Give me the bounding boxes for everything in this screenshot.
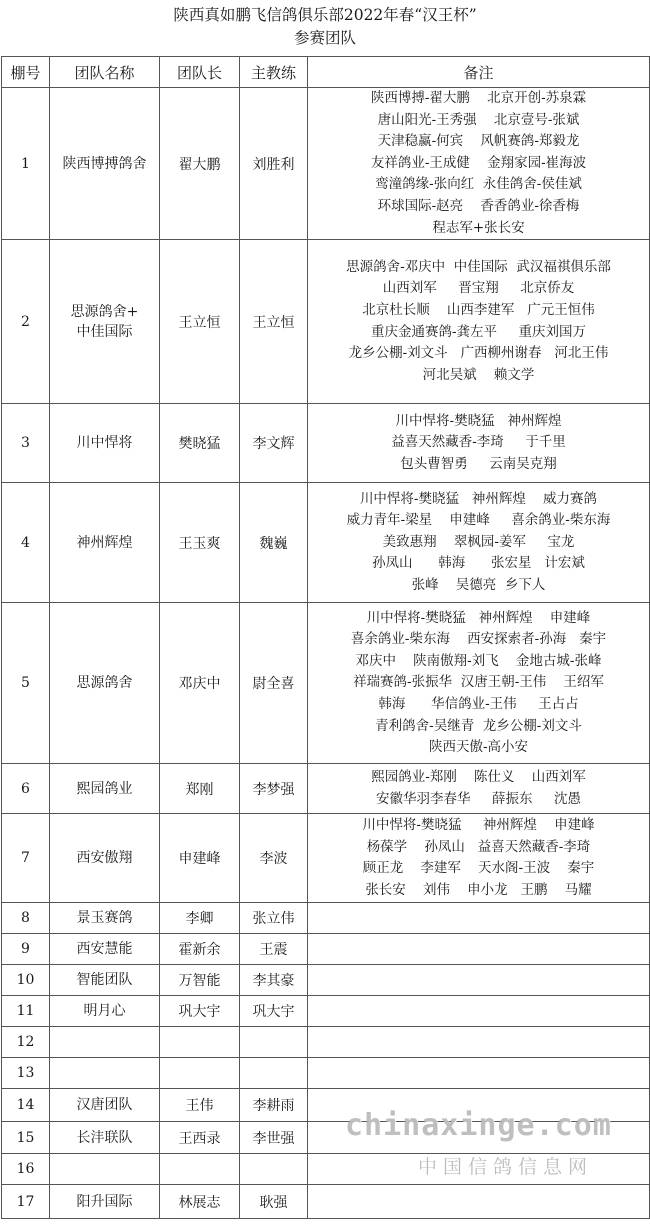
table-row [2,934,650,965]
team-name-line: 智能团队 [76,972,133,989]
shed-number-cell: 1 [2,88,50,240]
remarks-line: 包头曹智勇 云南吴克翔 [400,455,557,472]
remarks-cell [308,1154,650,1185]
remarks-line: 川中悍将-樊晓猛 神州辉煌 [395,412,562,429]
team-name-line: 中佳国际 [76,323,133,340]
team-leader-cell: 巩大宇 [160,996,240,1027]
team-name-line: 神州辉煌 [76,534,133,551]
remarks-line: 熙园鸽业-郑刚 陈仕义 山西刘军 [371,769,586,786]
remarks-cell [308,996,650,1027]
team-leader-cell [160,1027,240,1058]
remarks-line: 川中悍将-樊晓猛 神州辉煌 威力赛鸽 [359,490,598,507]
document-title [0,0,650,56]
head-coach-cell: 耿强 [240,1185,308,1219]
head-coach-cell: 张立伟 [240,903,308,934]
table-row [2,1154,650,1185]
table-row [2,88,650,240]
remarks-cell [308,903,650,934]
remarks-cell [308,1089,650,1122]
title-line-2: 参赛团队 [293,29,356,47]
remarks-cell [308,1027,650,1058]
head-coach-cell: 李其豪 [240,965,308,996]
team-name-line: 长沣联队 [76,1129,133,1146]
shed-number-cell: 8 [2,903,50,934]
team-name-cell [50,965,160,996]
head-coach-cell: 李波 [240,814,308,903]
team-name-line: 景玉赛鸽 [76,910,133,927]
remarks-line: 唐山阳光-王秀强 北京壹号-张斌 [377,111,580,128]
team-name-cell [50,404,160,483]
remarks-cell [308,1185,650,1219]
remarks-line: 张长安 刘伟 申小龙 王鹏 马耀 [365,881,592,898]
head-coach-cell: 李文辉 [240,404,308,483]
team-name-cell [50,934,160,965]
remarks-line: 邓庆中 陕南傲翔-刘飞 金地古城-张峰 [355,652,602,669]
table-row [2,764,650,814]
team-leader-cell: 林展志 [160,1185,240,1219]
team-leader-cell: 樊晓猛 [160,404,240,483]
title-line-1: 陕西真如鹏飞信鸽俱乐部2022年春“汉王杯” [173,6,477,24]
table-row [2,1185,650,1219]
remarks-cell [308,483,650,603]
remarks-cell [308,88,650,240]
remarks-line: 河北吴斌 赖文学 [422,366,535,383]
shed-number-cell: 16 [2,1154,50,1185]
remarks-line: 安徽华羽李春华 薛振东 沈愚 [376,790,581,807]
head-coach-cell: 李梦强 [240,764,308,814]
team-name-cell [50,1058,160,1089]
remarks-line: 川中悍将-樊晓猛 神州辉煌 申建峰 [362,816,595,833]
head-coach-cell: 李耕雨 [240,1089,308,1122]
column-header-coach: 主教练 [240,57,308,88]
remarks-line: 思源鸽舍-邓庆中 中佳国际 武汉福祺俱乐部 [346,258,611,275]
remarks-line: 友祥鸽业-王成健 金翔家园-崔海波 [370,154,587,171]
head-coach-cell: 李世强 [240,1122,308,1154]
remarks-cell [308,934,650,965]
remarks-line: 喜余鸽业-柴东海 西安探索者-孙海 秦宇 [350,631,607,648]
shed-number-cell: 4 [2,483,50,603]
team-name-cell [50,996,160,1027]
head-coach-cell: 魏巍 [240,483,308,603]
remarks-line: 益喜天然藏香-李琦 于千里 [391,434,566,451]
team-name-line: 思源鸽舍 [76,675,133,692]
remarks-cell [308,1058,650,1089]
remarks-line: 青利鸽舍-吴继青 龙乡公棚-刘文斗 [375,717,582,734]
table-row [2,965,650,996]
remarks-line: 川中悍将-樊晓猛 神州辉煌 申建峰 [366,609,591,626]
column-header-leader: 团队长 [160,57,240,88]
team-name-cell [50,1185,160,1219]
remarks-cell [308,1122,650,1154]
table-row [2,996,650,1027]
shed-number-cell: 2 [2,240,50,404]
team-name-cell [50,814,160,903]
team-name-line: 陕西博搏鸽舍 [62,155,147,172]
head-coach-cell [240,1058,308,1089]
shed-number-cell: 10 [2,965,50,996]
remarks-line: 重庆金通赛鸽-龚左平 重庆刘国万 [370,323,587,340]
team-leader-cell: 郑刚 [160,764,240,814]
remarks-cell [308,814,650,903]
shed-number-cell: 13 [2,1058,50,1089]
shed-number-cell: 5 [2,603,50,764]
team-leader-cell: 李卿 [160,903,240,934]
remarks-line: 韩海 华信鸽业-王伟 王占占 [378,695,579,712]
remarks-line: 天津稳赢-何宾 风帆赛鸽-郑毅龙 [377,133,580,150]
team-name-cell [50,240,160,404]
team-name-cell [50,1154,160,1185]
table-row [2,1089,650,1122]
team-name-cell [50,603,160,764]
column-header-no: 棚号 [2,57,50,88]
team-leader-cell: 王西录 [160,1122,240,1154]
team-name-line: 川中悍将 [76,435,133,452]
shed-number-cell: 14 [2,1089,50,1122]
header-row [2,57,650,88]
team-name-cell [50,903,160,934]
remarks-line: 鸾潼鸽缘-张向红 永佳鸽舍-侯佳斌 [375,176,582,193]
table-row [2,404,650,483]
team-name-line: 西安傲翔 [76,850,133,867]
shed-number-cell: 11 [2,996,50,1027]
remarks-cell [308,240,650,404]
watermark-site-name: 中国信鸽信息网 [418,1156,594,1178]
team-leader-cell [160,1058,240,1089]
remarks-line: 祥瑞赛鸽-张振华 汉唐王朝-王伟 王绍军 [353,674,604,691]
team-leader-cell: 邓庆中 [160,603,240,764]
team-name-line: 熙园鸽业 [76,780,133,797]
remarks-cell [308,965,650,996]
team-name-line: 西安慧能 [76,941,133,958]
remarks-line: 环球国际-赵亮 香香鸽业-徐香梅 [377,197,580,214]
remarks-line: 北京杜长顺 山西李建军 广元王恒伟 [362,302,595,319]
column-header-name: 团队名称 [50,57,160,88]
head-coach-cell [240,1027,308,1058]
remarks-cell [308,764,650,814]
team-leader-cell [160,1154,240,1185]
head-coach-cell: 巩大宇 [240,996,308,1027]
remarks-cell [308,404,650,483]
team-leader-cell: 王玉爽 [160,483,240,603]
remarks-cell [308,603,650,764]
team-name-cell [50,88,160,240]
remarks-line: 孙凤山 韩海 张宏星 计宏斌 [372,555,585,572]
shed-number-cell: 3 [2,404,50,483]
remarks-line: 陕西博搏-翟大鹏 北京开创-苏泉霖 [370,90,587,106]
team-name-cell [50,1122,160,1154]
table-row [2,903,650,934]
head-coach-cell: 尉全喜 [240,603,308,764]
remarks-line: 威力青年-梁星 申建峰 喜余鸽业-柴东海 [346,512,611,529]
table-row [2,603,650,764]
remarks-line: 顾正龙 李建军 天水阁-王波 秦宇 [362,860,595,877]
team-name-line: 思源鸽舍+ [70,303,139,320]
remarks-line: 杨葆学 孙凤山 益喜天然藏香-李琦 [366,838,591,855]
team-leader-cell: 申建峰 [160,814,240,903]
table-row [2,814,650,903]
team-leader-cell: 霍新余 [160,934,240,965]
team-name-cell [50,483,160,603]
table-body [2,88,650,1219]
team-leader-cell: 翟大鹏 [160,88,240,240]
team-name-line: 阳升国际 [76,1193,133,1210]
head-coach-cell: 王立恒 [240,240,308,404]
team-name-cell [50,1027,160,1058]
remarks-line: 张峰 吴德亮 乡下人 [411,577,546,594]
team-name-cell [50,764,160,814]
table-row [2,483,650,603]
shed-number-cell: 12 [2,1027,50,1058]
table-row [2,1027,650,1058]
remarks-line: 龙乡公棚-刘文斗 广西柳州谢春 河北王伟 [348,345,609,362]
shed-number-cell: 7 [2,814,50,903]
head-coach-cell [240,1154,308,1185]
team-name-cell [50,1089,160,1122]
table-row [2,1122,650,1154]
remarks-line: 美致惠翔 翠枫园-姜军 宝龙 [382,533,575,550]
head-coach-cell: 王震 [240,934,308,965]
table-row [2,1058,650,1089]
remarks-line: 程志军+张长安 [432,219,525,236]
watermark-url: chinaxinge.com [345,1108,612,1143]
teams-table [1,56,650,1219]
team-leader-cell: 万智能 [160,965,240,996]
shed-number-cell: 15 [2,1122,50,1154]
team-leader-cell: 王伟 [160,1089,240,1122]
shed-number-cell: 9 [2,934,50,965]
team-name-line: 明月心 [83,1003,126,1020]
shed-number-cell: 6 [2,764,50,814]
head-coach-cell: 刘胜利 [240,88,308,240]
team-name-line: 汉唐团队 [76,1097,133,1114]
remarks-line: 陕西天傲-高小安 [428,739,529,756]
remarks-line: 山西刘军 晋宝翔 北京侨友 [382,280,575,297]
team-leader-cell: 王立恒 [160,240,240,404]
column-header-remarks: 备注 [308,57,650,88]
shed-number-cell: 17 [2,1185,50,1219]
table-row [2,240,650,404]
